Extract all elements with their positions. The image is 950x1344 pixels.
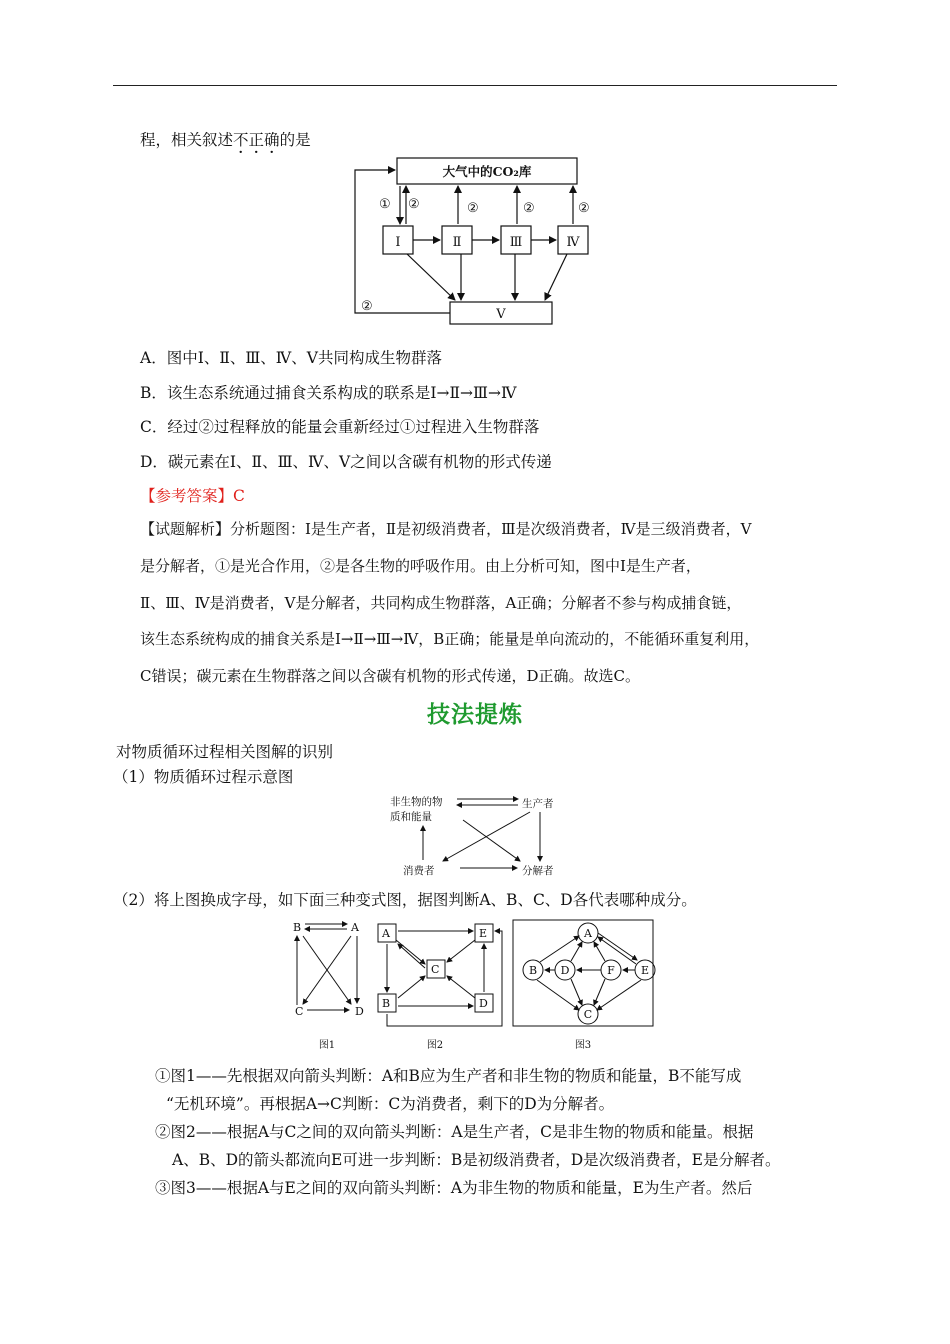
fig3-b: B — [528, 964, 538, 977]
variant-figures — [285, 918, 675, 1058]
analysis-line-4: 该生态系统构成的捕食关系是Ⅰ→Ⅱ→Ⅲ→Ⅳ，B正确；能量是单向流动的，不能循环重复利用， — [140, 630, 760, 648]
option-c: C．经过②过程释放的能量会重新经过①过程进入生物群落 — [140, 418, 540, 436]
mark-2b: ② — [467, 201, 479, 216]
fig1-d: D — [355, 1005, 364, 1018]
node-2-label: Ⅱ — [452, 235, 462, 250]
fig2-d: D — [479, 997, 488, 1010]
stem-emph-1: 不 — [233, 131, 249, 149]
note-1-cont: “无机环境”。再根据A→C判断：C为消费者，剩下的D为分解者。 — [166, 1095, 615, 1113]
decomposer-label: 分解者 — [522, 865, 554, 877]
note-3: ③图3——根据A与E之间的双向箭头判断：A为非生物的物质和能量，E为生产者。然后 — [155, 1179, 753, 1197]
option-a: A．图中Ⅰ、Ⅱ、Ⅲ、Ⅳ、Ⅴ共同构成生物群落 — [140, 349, 442, 367]
option-b: B．该生态系统通过捕食关系构成的联系是Ⅰ→Ⅱ→Ⅲ→Ⅳ — [140, 384, 517, 402]
stem-start: 程，相关叙述 — [140, 131, 234, 149]
question-stem — [140, 128, 311, 150]
analysis-line-3: Ⅱ、Ⅲ、Ⅳ是消费者，Ⅴ是分解者，共同构成生物群落，A正确；分解者不参与构成捕食链， — [140, 594, 742, 612]
option-d: D．碳元素在Ⅰ、Ⅱ、Ⅲ、Ⅳ、Ⅴ之间以含碳有机物的形式传递 — [140, 453, 552, 471]
fig3-a: A — [584, 927, 592, 940]
co2-label: 大气中的CO₂库 — [442, 164, 532, 179]
mark-1: ① — [379, 197, 391, 212]
abiotic-label-1: 非生物的物 — [390, 796, 443, 808]
fig1-b: B — [293, 921, 302, 934]
technique-title: 技法提炼 — [427, 701, 523, 728]
fig1-a: A — [351, 921, 359, 934]
producer-label: 生产者 — [522, 798, 554, 810]
fig2-c: C — [431, 963, 440, 976]
fig3-c: C — [583, 1008, 593, 1021]
fig2-b: B — [382, 997, 391, 1010]
fig2-label: 图2 — [426, 1040, 444, 1051]
fig2-e: E — [479, 927, 488, 940]
abiotic-label-2: 质和能量 — [390, 811, 432, 823]
node-4-label: Ⅳ — [566, 235, 580, 250]
answer-label: 【参考答案】 — [140, 487, 234, 505]
node-1-label: Ⅰ — [395, 235, 401, 250]
fig1-c: C — [295, 1005, 304, 1018]
mark-2a: ② — [408, 197, 420, 212]
analysis-line-5: C错误；碳元素在生物群落之间以含碳有机物的形式传递，D正确。故选C。 — [140, 667, 640, 685]
answer — [140, 484, 245, 506]
mark-2c: ② — [523, 201, 535, 216]
matter-cycle-diagram — [385, 790, 565, 880]
mark-2d: ② — [578, 201, 590, 216]
node-5-label: Ⅴ — [496, 307, 506, 322]
header-rule — [113, 85, 837, 86]
technique-sub2: （2）将上图换成字母，如下面三种变式图，据图判断A、B、C、D各代表哪种成分。 — [113, 891, 697, 909]
note-2: ②图2——根据A与C之间的双向箭头判断：A是生产者，C是非生物的物质和能量。根据 — [155, 1123, 754, 1141]
node-3-label: Ⅲ — [509, 235, 523, 250]
fig1-label: 图1 — [318, 1040, 336, 1051]
note-1: ①图1——先根据双向箭头判断：A和B应为生产者和非生物的物质和能量，B不能写成 — [155, 1067, 742, 1085]
analysis-line-1: 【试题解析】分析题图：Ⅰ是生产者，Ⅱ是初级消费者，Ⅲ是次级消费者，Ⅳ是三级消费者，Ⅴ — [140, 520, 752, 538]
fig3-label: 图3 — [574, 1040, 592, 1051]
technique-intro: 对物质循环过程相关图解的识别 — [116, 743, 334, 761]
answer-value: C — [233, 487, 245, 505]
fig3-f: F — [607, 964, 615, 977]
stem-emph-2: 正 — [248, 131, 265, 149]
technique-sub1: （1）物质循环过程示意图 — [113, 768, 294, 786]
consumer-label: 消费者 — [403, 865, 435, 877]
fig2-a: A — [382, 927, 390, 940]
stem-end: 的是 — [279, 131, 311, 149]
mark-2e: ② — [361, 299, 373, 314]
fig3-d: D — [560, 964, 570, 977]
analysis-line-2: 是分解者，①是光合作用，②是各生物的呼吸作用。由上分析可知，图中Ⅰ是生产者， — [140, 557, 701, 575]
fig3-e: E — [640, 964, 650, 977]
carbon-cycle-diagram — [345, 150, 590, 330]
stem-emph-3: 确 — [264, 131, 280, 149]
note-2-cont: A、B、D的箭头都流向E可进一步判断：B是初级消费者，D是次级消费者，E是分解者。 — [172, 1151, 781, 1169]
